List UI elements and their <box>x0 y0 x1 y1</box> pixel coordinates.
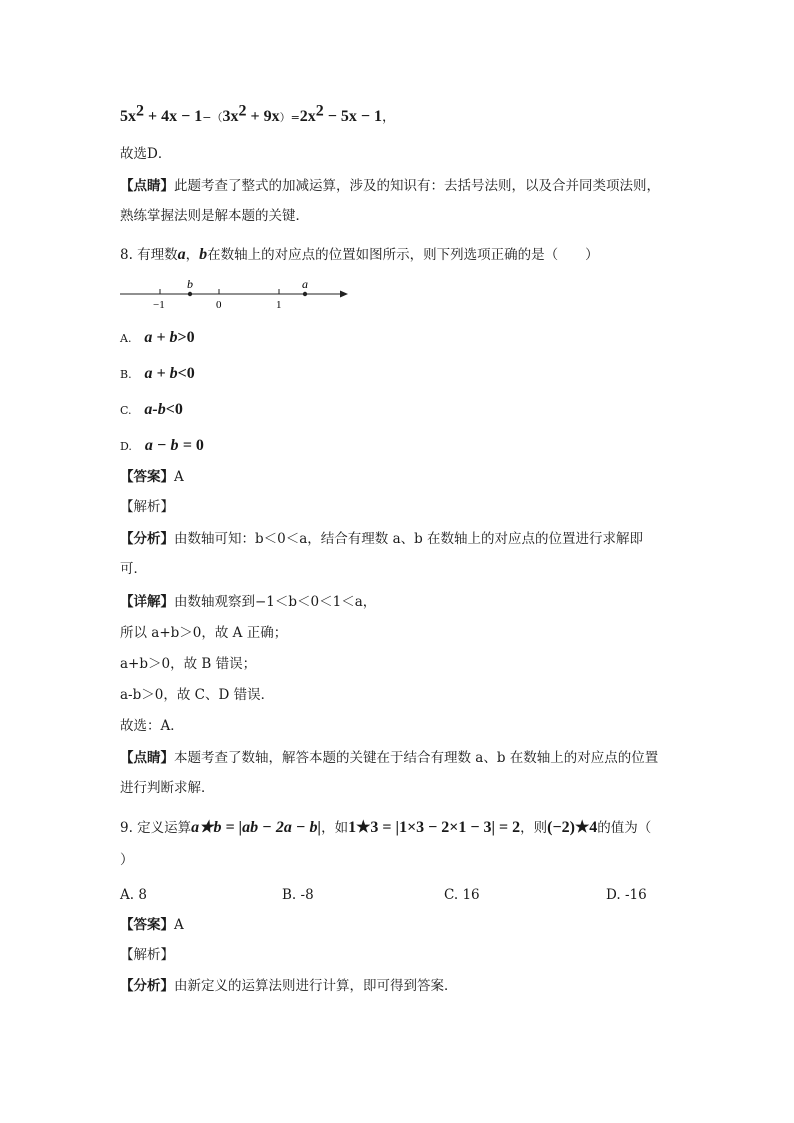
q8-line2: 所以 a+b＞0，故 A 正确； <box>120 625 288 641</box>
q8-jiexi: 【解析】 <box>120 499 174 515</box>
q8-stem: 8. 有理数a，b在数轴上的对应点的位置如图所示，则下列选项正确的是（ ） <box>120 246 599 263</box>
point-a-label: a <box>302 280 308 291</box>
point-b-label: b <box>187 280 193 291</box>
q8-fenxi-line1: 【分析】由数轴可知：b＜0＜a，结合有理数 a、b 在数轴上的对应点的位置进行求解即 <box>120 531 644 547</box>
q9-option-c: C. 16 <box>444 887 480 903</box>
q9-target: (−2)★4 <box>547 819 598 836</box>
q9-definition: a★b = |ab − 2a − b| <box>191 819 322 836</box>
q8-option-a: A. a + b>0 <box>120 329 195 346</box>
q8-line3: a+b＞0，故 B 错误； <box>120 656 257 672</box>
expr-part: 5x <box>120 108 136 125</box>
q7-result-expression: $5x^2 + 4x - 1-(3x^2 + 9x)=2x^2 - 5x - 1$， <box>120 102 396 125</box>
q8-xiangjie: 【详解】由数轴观察到−1＜b＜0＜1＜a， <box>120 594 377 610</box>
tick-label-1: 1 <box>276 299 282 311</box>
q9-answer: 【答案】A <box>120 917 184 933</box>
point-b <box>188 292 192 296</box>
q8-dianjing-line1: 【点睛】本题考查了数轴，解答本题的关键在于结合有理数 a、b 在数轴上的对应点的位置 <box>120 750 659 766</box>
q8-line4: a-b＞0，故 C、D 错误． <box>120 687 275 703</box>
var-b: b <box>199 246 208 263</box>
q8-option-d: D. a − b = 0 <box>120 437 204 454</box>
number-line <box>118 280 358 312</box>
q8-option-c: C. a-b<0 <box>120 401 183 418</box>
q9-jiexi: 【解析】 <box>120 947 174 963</box>
q9-option-b: B. -8 <box>282 887 314 903</box>
q9-stem-close: ） <box>120 852 134 868</box>
var-a: a <box>177 246 186 263</box>
tick-label-neg1: −1 <box>153 299 165 311</box>
q8-option-b: B. a + b<0 <box>120 365 195 382</box>
q8-dianjing-line2: 进行判断求解． <box>120 780 215 796</box>
q8-choose: 故选：A． <box>120 718 184 734</box>
q8-answer: 【答案】A <box>120 469 184 485</box>
q9-option-a: A. 8 <box>120 887 147 903</box>
tick-label-0: 0 <box>216 299 222 311</box>
q9-stem: 9. 定义运算a★b = |ab − 2a − b|，如1★3 = |1×3 − 2×1 − 3| = 2，则(−2)★4的值为（ <box>120 819 652 836</box>
q9-fenxi: 【分析】由新定义的运算法则进行计算，即可得到答案． <box>120 978 458 994</box>
axis-arrow <box>340 291 348 298</box>
point-a <box>303 292 307 296</box>
q9-option-d: D. -16 <box>606 887 647 903</box>
q8-fenxi-line2: 可． <box>120 561 147 577</box>
q7-dianjing-line2: 熟练掌握法则是解本题的关键． <box>120 208 309 224</box>
q9-example: 1★3 = |1×3 − 2×1 − 3| = 2 <box>348 819 521 836</box>
q7-dianjing-line1: 【点睛】此题考查了整式的加减运算，涉及的知识有：去括号法则，以及合并同类项法则， <box>120 178 660 194</box>
q7-choose: 故选D． <box>120 146 172 162</box>
